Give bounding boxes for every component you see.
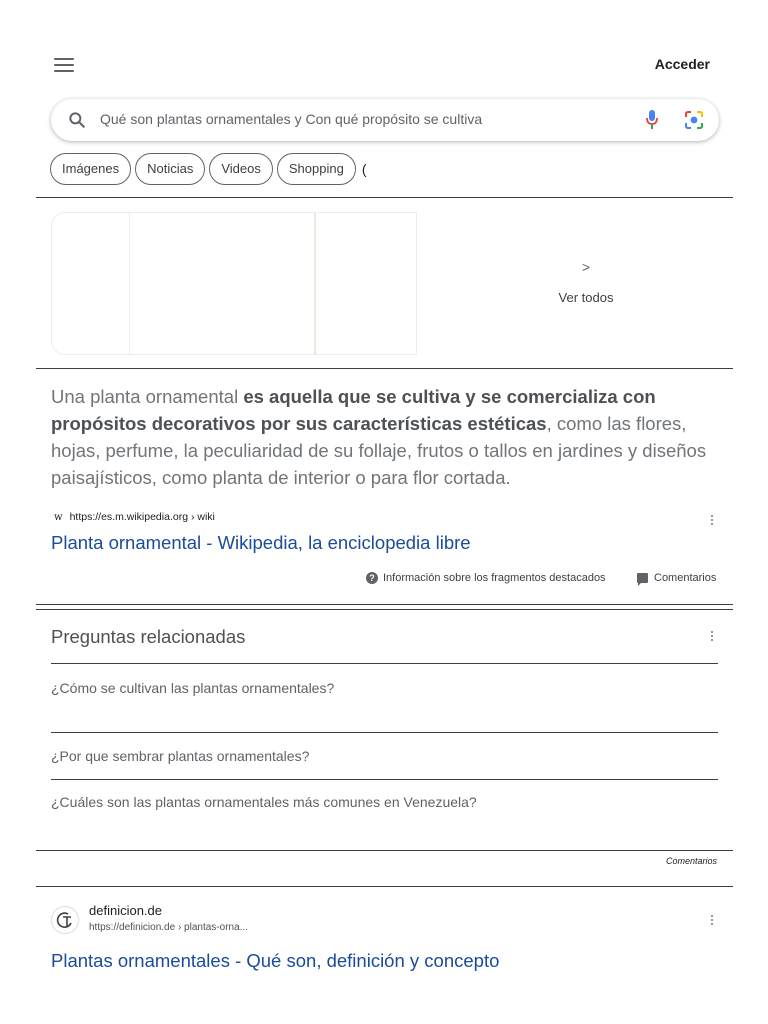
- snippet-result-link[interactable]: Planta ornamental - Wikipedia, la enciclopedia libre: [51, 532, 471, 553]
- chip-images[interactable]: Imágenes: [50, 153, 131, 185]
- more-options-icon[interactable]: [709, 515, 715, 529]
- about-label: Información sobre los fragmentos destacados: [383, 572, 606, 584]
- view-all-label: Ver todos: [558, 290, 614, 305]
- help-icon: ?: [366, 572, 378, 584]
- divider: [51, 663, 718, 664]
- snippet-source: [54, 511, 215, 523]
- wikipedia-icon: w: [54, 512, 63, 523]
- about-featured-snippets-link[interactable]: [366, 572, 606, 584]
- related-question[interactable]: ¿Cómo se cultivan las plantas ornamentales?: [51, 680, 335, 696]
- divider: [51, 732, 718, 733]
- chip-news[interactable]: Noticias: [135, 153, 205, 185]
- divider: [36, 850, 733, 851]
- related-questions-title: Preguntas relacionadas: [51, 626, 246, 647]
- related-question[interactable]: ¿Por que sembrar plantas ornamentales?: [51, 748, 310, 764]
- image-thumbnail[interactable]: [129, 212, 315, 355]
- view-all-images-button[interactable]: [551, 259, 621, 307]
- search-box[interactable]: [51, 99, 719, 141]
- mic-icon[interactable]: [645, 109, 659, 131]
- more-options-icon[interactable]: [709, 915, 715, 929]
- search-icon[interactable]: [67, 110, 87, 130]
- divider: [51, 779, 718, 780]
- feedback-icon: [637, 573, 648, 583]
- more-options-icon[interactable]: [709, 631, 715, 645]
- divider: [36, 609, 733, 610]
- featured-snippet-text: [51, 383, 719, 491]
- divider: [36, 604, 733, 605]
- snippet-part: Una planta ornamental: [51, 386, 244, 407]
- chevron-right-icon: >: [581, 259, 591, 275]
- filter-chips: [50, 153, 366, 185]
- source-url: https://es.m.wikipedia.org › wiki: [69, 511, 215, 523]
- image-thumbnail[interactable]: [315, 212, 417, 355]
- lens-icon[interactable]: [683, 109, 705, 131]
- feedback-button[interactable]: Comentarios: [665, 856, 717, 866]
- site-name: definicion.de: [89, 903, 162, 918]
- image-thumbnail[interactable]: [51, 212, 131, 355]
- top-bar: [0, 0, 768, 95]
- snippet-part: , como las flores, hojas, perfume, la peculiaridad de su follaje, frutos o tallos en jardines y diseños paisajísticos, como planta de interior o para flor cortada.: [51, 413, 707, 488]
- chip-videos[interactable]: Videos: [209, 153, 273, 185]
- divider: [36, 368, 733, 369]
- image-strip: [51, 212, 731, 355]
- definicion-logo-icon: [52, 907, 78, 933]
- divider: [36, 886, 733, 887]
- chip-shopping[interactable]: Shopping: [277, 153, 356, 185]
- search-input[interactable]: Qué son plantas ornamentales y Con qué propósito se cultiva: [100, 111, 483, 127]
- result-title-link[interactable]: Plantas ornamentales - Qué son, definición y concepto: [51, 950, 500, 971]
- feedback-label: Comentarios: [654, 572, 717, 584]
- result-url: https://definicion.de › plantas-orna...: [89, 922, 248, 933]
- site-favicon: [51, 906, 79, 934]
- signin-button[interactable]: Acceder: [654, 56, 710, 72]
- divider: [36, 197, 733, 198]
- chip-more[interactable]: (: [361, 161, 367, 177]
- snippet-highlight: es aquella que se cultiva y se comercializa con propósitos decorativos por sus características estéticas: [51, 386, 656, 434]
- menu-icon[interactable]: [54, 58, 74, 74]
- related-question[interactable]: ¿Cuáles son las plantas ornamentales más comunes en Venezuela?: [51, 794, 477, 810]
- feedback-button[interactable]: [637, 572, 716, 584]
